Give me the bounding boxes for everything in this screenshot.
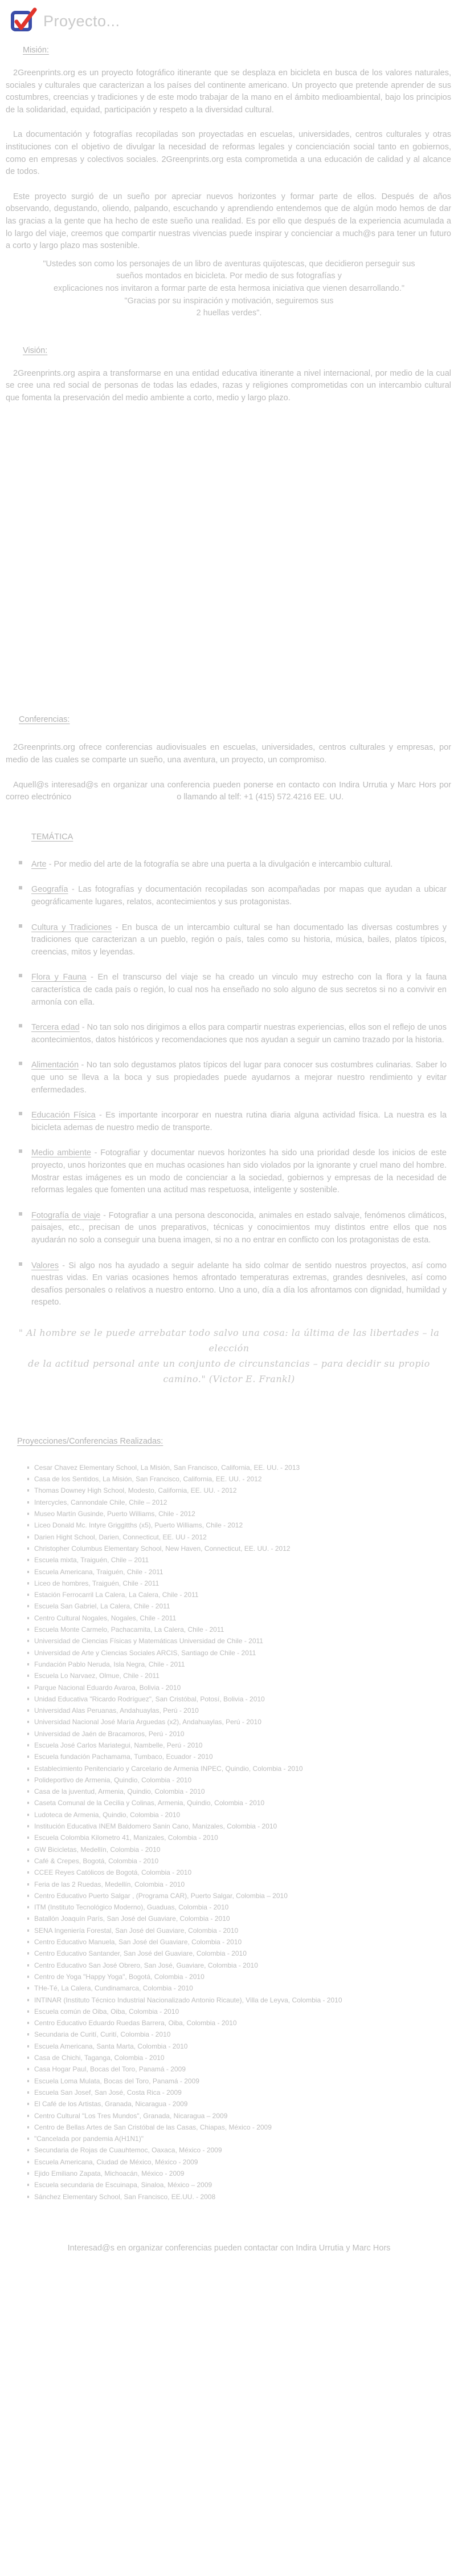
quote-line: explicaciones nos invitaron a formar parte de esta hermosa iniciativa que vienen desarrollando." bbox=[53, 283, 405, 293]
tematica-list bbox=[6, 859, 452, 1309]
dot-bullet-icon bbox=[27, 1987, 29, 1989]
realizadas-item-text: Centro de Yoga "Happy Yoga", Bogotá, Colombia - 2010 bbox=[34, 1972, 205, 1981]
realizadas-item-text: Universidad de Ciencias Físicas y Matemáticas Universidad de Chile - 2011 bbox=[34, 1637, 263, 1645]
realizadas-item bbox=[34, 1554, 452, 1566]
quote-line: 2 huellas verdes". bbox=[196, 308, 262, 318]
dot-bullet-icon bbox=[27, 1489, 29, 1492]
tematica-item bbox=[31, 859, 447, 871]
dot-bullet-icon bbox=[27, 2010, 29, 2013]
realizadas-item-text: THe-Té, La Calera, Cundinamarca, Colombia - 2010 bbox=[34, 1984, 193, 1993]
dot-bullet-icon bbox=[27, 1547, 29, 1550]
realizadas-item-text: Thomas Downey High School, Modesto, California, EE. UU. - 2012 bbox=[34, 1486, 237, 1495]
realizadas-item bbox=[34, 1774, 452, 1786]
realizadas-item-text: INTINAR (Instituto Técnico Industrial Nacionalizado Antonio Ricaute), Villa de Leyva, Colombia - 2010 bbox=[34, 1996, 342, 2004]
dot-bullet-icon bbox=[27, 1929, 29, 1932]
realizadas-item bbox=[34, 1821, 452, 1832]
realizadas-item-text: GW Bicicletas, Medellín, Colombia - 2010 bbox=[34, 1845, 161, 1854]
realizadas-item-text: CCEE Reyes Católicos de Bogotá, Colombia - 2010 bbox=[34, 1868, 192, 1877]
realizadas-item bbox=[34, 2098, 452, 2110]
realizadas-item bbox=[34, 1635, 452, 1647]
realizadas-item-text: Fundación Pablo Neruda, Isla Negra, Chile - 2011 bbox=[34, 1660, 185, 1668]
square-bullet-icon bbox=[19, 1112, 22, 1115]
realizadas-item-text: Sánchez Elementary School, San Francisco, EE.UU. - 2008 bbox=[34, 2192, 216, 2201]
realizadas-item bbox=[34, 1879, 452, 1890]
realizadas-item-text: Ludoteca de Armenia, Quindio, Colombia - 2010 bbox=[34, 1810, 181, 1819]
realizadas-item-text: Centro Educativo Eduardo Ruedas Barrera, Oiba, Colombia - 2010 bbox=[34, 2019, 237, 2028]
tematica-text: - En busca de un intercambio cultural se han documentado las diversas costumbres y tradiciones que caracterizan a un pueblo, región o país, tales como su historia, música, bailes, platos típicos, creencias, mitos y leyendas. bbox=[31, 923, 447, 957]
dot-bullet-icon bbox=[27, 2091, 29, 2094]
realizadas-item bbox=[34, 1612, 452, 1624]
realizadas-item-text: Parque Nacional Eduardo Avaroa, Bolivia - 2010 bbox=[34, 1683, 181, 1692]
realizadas-item-text: El Café de los Artistas, Granada, Nicaragua - 2009 bbox=[34, 2100, 188, 2108]
realizadas-item-text: Centro Educativo Manuela, San José del Guaviare, Colombia - 2010 bbox=[34, 1938, 242, 1947]
realizadas-item bbox=[34, 1462, 452, 1473]
tematica-item bbox=[31, 884, 447, 908]
realizadas-item bbox=[34, 2156, 452, 2168]
realizadas-item-text: Escuela Americana, Santa Marta, Colombia - 2010 bbox=[34, 2042, 188, 2050]
realizadas-item bbox=[34, 1809, 452, 1821]
realizadas-item-text: Escuela secundaria de Escuinapa, Sinaloa, México – 2009 bbox=[34, 2181, 212, 2189]
quote-line: sueños montados en bicicleta. Por medio de sus fotografías y bbox=[116, 271, 342, 281]
dot-bullet-icon bbox=[27, 1952, 29, 1955]
tematica-item bbox=[31, 922, 447, 959]
realizadas-item bbox=[34, 1948, 452, 1959]
realizadas-item-text: Universidad Alas Peruanas, Andahuaylas, Perú - 2010 bbox=[34, 1707, 199, 1715]
footer-contact-note: Interesad@s en organizar conferencias pueden contactar con Indira Urrutia y Marc Hors bbox=[67, 2243, 391, 2253]
tematica-term: Cultura y Tradiciones bbox=[31, 923, 112, 932]
dot-bullet-icon bbox=[27, 1941, 29, 1943]
tematica-item bbox=[31, 1059, 447, 1096]
realizadas-item-text: Museo Martín Gusinde, Puerto Williams, Chile - 2012 bbox=[34, 1510, 195, 1518]
square-bullet-icon bbox=[19, 886, 22, 889]
square-bullet-icon bbox=[19, 1149, 22, 1153]
realizadas-item bbox=[34, 1925, 452, 1936]
tematica-text: - No tan solo nos dirigimos a ellos para compartir nuestras experiencias, ellos son el reflejo de unos acontecimientos, datos históricos y recomendaciones que nos ayudan a seguir un camino trazado por la historia. bbox=[31, 1023, 447, 1045]
tematica-text: - Si algo nos ha ayudado a seguir adelante ha sido colmar de sentido nuestros proyectos, así como nuestras vidas. En varias ocasiones hemos afrontado temperaturas extremas, grandes desniveles, así como desafíos personales o relativos a nuestro entorno. Uno a uno, día a día los afrontamos con dignidad, humildad y respeto. bbox=[31, 1261, 447, 1307]
realizadas-item bbox=[34, 2017, 452, 2029]
dot-bullet-icon bbox=[27, 2184, 29, 2186]
dot-bullet-icon bbox=[27, 1640, 29, 1642]
realizadas-item bbox=[34, 1647, 452, 1659]
dot-bullet-icon bbox=[27, 1524, 29, 1526]
realizadas-item bbox=[34, 1497, 452, 1508]
dot-bullet-icon bbox=[27, 1790, 29, 1793]
dot-bullet-icon bbox=[27, 2080, 29, 2082]
realizadas-item-text: Liceo de hombres, Traiguén, Chile - 2011 bbox=[34, 1579, 160, 1587]
tematica-term: Arte bbox=[31, 859, 47, 869]
realizadas-item bbox=[34, 1543, 452, 1554]
dot-bullet-icon bbox=[27, 1652, 29, 1654]
realizadas-item-text: Darien Hight School, Darien, Connecticut, EE. UU - 2012 bbox=[34, 1533, 207, 1541]
realizadas-item bbox=[34, 1867, 452, 1878]
realizadas-list bbox=[6, 1462, 452, 2203]
dot-bullet-icon bbox=[27, 1559, 29, 1561]
conferencias-paragraph: 2Greenprints.org ofrece conferencias audiovisuales en escuelas, universidades, centros culturales y empresas, por medio de las cuales se comparte un sueño, una aventura, un proyecto, un compromiso. bbox=[6, 743, 451, 765]
realizadas-item-text: Escuela Loma Mulata, Bocas del Toro, Panamá - 2009 bbox=[34, 2077, 199, 2085]
dot-bullet-icon bbox=[27, 1906, 29, 1908]
dot-bullet-icon bbox=[27, 1976, 29, 1978]
tematica-heading: TEMÁTICA bbox=[31, 832, 73, 842]
contact-text-pre: Aquell@s interesad@s en organizar una conferencia pueden ponerse en contacto con Indira Urrutia y Marc Hors por correo electrónico bbox=[6, 780, 451, 802]
realizadas-item-text: Centro Educativo San José Obrero, San José, Guaviare, Colombia - 2010 bbox=[34, 1961, 258, 1969]
dot-bullet-icon bbox=[27, 1582, 29, 1584]
dot-bullet-icon bbox=[27, 2022, 29, 2024]
realizadas-item bbox=[34, 1659, 452, 1670]
realizadas-item-text: Escuela Lo Narvaez, Olmue, Chile - 2011 bbox=[34, 1672, 160, 1680]
tematica-term: Valores bbox=[31, 1261, 59, 1270]
dot-bullet-icon bbox=[27, 2103, 29, 2105]
dot-bullet-icon bbox=[27, 2161, 29, 2163]
realizadas-item-text: Casa Hogar Paul, Bocas del Toro, Panamá - 2009 bbox=[34, 2065, 186, 2074]
tematica-item bbox=[31, 1022, 447, 1046]
tematica-text: - No tan solo degustamos platos típicos del lugar para conocer sus costumbres culinarias. Saber lo que uno se lleva a la boca y sus propiedades puede ayudarnos a mejorar nuestro rendimiento y evitar enfermedades. bbox=[31, 1061, 447, 1095]
testimonial-quote bbox=[6, 258, 452, 320]
realizadas-item bbox=[34, 2168, 452, 2179]
realizadas-item-text: Establecimiento Penitenciario y Carcelario de Armenia INPEC, Quindio, Colombia - 2010 bbox=[34, 1764, 303, 1773]
tematica-text: - Las fotografías y documentación recopiladas son acompañadas por mapas que ayudan a ubicar geográficamente lugares, relatos, acontecimientos y sus protagonistas. bbox=[31, 885, 447, 907]
realizadas-item-text: Casa de los Sentidos, La Misión, San Francisco, California, EE. UU. - 2012 bbox=[34, 1475, 262, 1484]
realizadas-item bbox=[34, 1485, 452, 1496]
paragraph: Este proyecto surgió de un sueño por apreciar nuevos horizontes y formar parte de ellos. Después de años observando, degustando, oliendo, palpando, escuchando y aprendiendo entendemos que de algún modo hemos de dar las gracias a la gente que ha hecho de este sueño una realidad. Es por ello que después de la experiencia acumulada a lo largo del viaje, creemos que compartir nuestras vivencias puede inspirar y concienciar a much@s para tener un futuro a corto y largo plazo mas sostenible. bbox=[6, 192, 451, 251]
realizadas-item bbox=[34, 1705, 452, 1716]
tematica-term: Alimentación bbox=[31, 1061, 79, 1070]
dot-bullet-icon bbox=[27, 1802, 29, 1804]
tematica-item bbox=[31, 1260, 447, 1309]
dot-bullet-icon bbox=[27, 1687, 29, 1689]
paragraph: La documentación y fotografías recopiladas son proyectadas en escuelas, universidades, centros culturales y otras instituciones con el objetivo de divulgar la necesidad de reformas legales y concienciación social tanto en gobiernos, como en empresas y colectivos sociales. 2Greenprints.org esta comprometida a una educación de calidad y al alcance de todos. bbox=[6, 130, 451, 177]
tematica-item bbox=[31, 1210, 447, 1247]
conferencias-heading: Conferencias: bbox=[19, 715, 70, 725]
tematica-item bbox=[31, 972, 447, 1009]
tematica-text: - Fotografiar y documentar nuevos horizontes ha sido una prioridad desde los inicios de este proyecto, unos horizontes que en muchas ocasiones han sido violados por la ignorante y cruel mano del hombre. Mostrar estas imágenes es un modo de concienciar a la sociedad, gobiernos y empresas de la necesidad de reformas legales que fomenten una actitud mas respetuosa, inteligente y sostenible. bbox=[31, 1148, 447, 1195]
realizadas-item-text: Estación Ferrocarril La Calera, La Calera, Chile - 2011 bbox=[34, 1591, 199, 1599]
realizadas-item-text: Cesar Chavez Elementary School, La Misión, San Francisco, California, EE. UU. - 2013 bbox=[34, 1463, 300, 1472]
realizadas-item bbox=[34, 2075, 452, 2087]
realizadas-item-text: Ejido Emiliano Zapata, Michoacán, México - 2009 bbox=[34, 2169, 185, 2177]
realizadas-item bbox=[34, 1519, 452, 1531]
dot-bullet-icon bbox=[27, 1501, 29, 1504]
dot-bullet-icon bbox=[27, 1478, 29, 1480]
empty-image-area bbox=[6, 404, 452, 715]
realizadas-item bbox=[34, 2122, 452, 2133]
realizadas-item bbox=[34, 1589, 452, 1600]
dot-bullet-icon bbox=[27, 1814, 29, 1816]
realizadas-item-text: Casa de la juventud, Armenia, Quindio, Colombia - 2010 bbox=[34, 1787, 205, 1796]
tematica-term: Medio ambiente bbox=[31, 1148, 91, 1158]
dot-bullet-icon bbox=[27, 1999, 29, 2001]
dot-bullet-icon bbox=[27, 2149, 29, 2151]
page-header bbox=[10, 7, 452, 36]
contact-text-post: o llamando al telf: +1 (415) 572.4216 EE. UU. bbox=[177, 793, 344, 802]
dot-bullet-icon bbox=[27, 1675, 29, 1677]
realizadas-item-text: Escuela Colombia Kilometro 41, Manizales, Colombia - 2010 bbox=[34, 1834, 218, 1842]
realizadas-item bbox=[34, 1600, 452, 1612]
realizadas-item bbox=[34, 2191, 452, 2203]
quote-line: "Gracias por su inspiración y motivación, seguiremos sus bbox=[124, 296, 334, 306]
realizadas-item bbox=[34, 2179, 452, 2191]
dot-bullet-icon bbox=[27, 1860, 29, 1862]
realizadas-item-text: Secundaria de Rojas de Cuauhtemoc, Oaxaca, México - 2009 bbox=[34, 2146, 222, 2155]
realizadas-item bbox=[34, 1901, 452, 1913]
tematica-term: Tercera edad bbox=[31, 1023, 80, 1033]
realizadas-item bbox=[34, 2029, 452, 2040]
dot-bullet-icon bbox=[27, 2138, 29, 2140]
realizadas-item bbox=[34, 1670, 452, 1681]
realizadas-item-text: Escuela fundación Pachamama, Tumbaco, Ecuador - 2010 bbox=[34, 1753, 213, 1761]
realizadas-item-text: Christopher Columbus Elementary School, New Haven, Connecticut, EE. UU. - 2012 bbox=[34, 1544, 291, 1553]
realizadas-item-text: Centro Cultural Nogales, Nogales, Chile - 2011 bbox=[34, 1614, 177, 1622]
realizadas-item bbox=[34, 1716, 452, 1728]
frankl-quote bbox=[6, 1325, 452, 1387]
tematica-text: - En el transcurso del viaje se ha creado un vinculo muy estrecho con la flora y la fauna característica de cada país o región, lo cual nos ha enseñado no solo alguno de sus secretos si no a convivir en armonía con ella. bbox=[31, 973, 447, 1007]
vision-heading: Visión: bbox=[23, 346, 48, 355]
checkbox-icon bbox=[10, 7, 38, 33]
realizadas-item bbox=[34, 1473, 452, 1485]
realizadas-item-text: Caseta Comunal de la Cecilia y Colinas, Armenia, Quindio, Colombia - 2010 bbox=[34, 1799, 265, 1807]
dot-bullet-icon bbox=[27, 1756, 29, 1758]
realizadas-item-text: Escuela Monte Carmelo, Pachacamita, La Calera, Chile - 2011 bbox=[34, 1626, 224, 1634]
realizadas-heading: Proyecciones/Conferencias Realizadas: bbox=[17, 1436, 163, 1446]
realizadas-item bbox=[34, 1832, 452, 1843]
realizadas-item-text: Universidad de Jaén de Bracamoros, Perú - 2010 bbox=[34, 1729, 185, 1738]
realizadas-item-text: Escuela Americana, Traiguén, Chile - 2011 bbox=[34, 1567, 163, 1576]
frankl-quote-line: de la actitud personal ante un conjunto de circunstancias – para decidir su propio bbox=[28, 1358, 430, 1369]
realizadas-item-text: Secundaria de Curití, Curití, Colombia - 2010 bbox=[34, 2030, 171, 2039]
realizadas-item bbox=[34, 1971, 452, 1982]
tematica-term: Geografía bbox=[31, 885, 68, 895]
dot-bullet-icon bbox=[27, 1768, 29, 1770]
realizadas-item-text: Universidad de Arte y Ciencias Sociales ARCIS, Santiago de Chile - 2011 bbox=[34, 1648, 256, 1657]
tematica-item bbox=[31, 1110, 447, 1134]
realizadas-item-text: Escuela común de Oiba, Oiba, Colombia - 2010 bbox=[34, 2007, 179, 2016]
frankl-quote-line: camino." (Victor E. Frankl) bbox=[163, 1373, 295, 1384]
realizadas-item bbox=[34, 2041, 452, 2052]
realizadas-item-text: Casa de Chichi, Taganga, Colombia - 2010 bbox=[34, 2054, 165, 2062]
page-title: Proyecto... bbox=[43, 13, 120, 30]
realizadas-item bbox=[34, 1786, 452, 1797]
realizadas-item-text: Unidad Educativa "Ricardo Rodríguez", San Cristóbal, Potosí, Bolivia - 2010 bbox=[34, 1695, 265, 1703]
realizadas-item bbox=[34, 1578, 452, 1589]
dot-bullet-icon bbox=[27, 2033, 29, 2035]
tematica-text: - Por medio del arte de la fotografía se abre una puerta a la divulgación e intercambio cultural. bbox=[48, 859, 393, 869]
realizadas-item-text: Intercycles, Cannondale Chile, Chile – 2012 bbox=[34, 1498, 167, 1506]
square-bullet-icon bbox=[19, 1212, 22, 1216]
realizadas-item-text: Escuela San Josef, San José, Costa Rica - 2009 bbox=[34, 2088, 182, 2096]
tematica-term: Fotografía de viaje bbox=[31, 1210, 101, 1220]
realizadas-item-text: Centro Educativo Santander, San José del Guaviare, Colombia - 2010 bbox=[34, 1949, 247, 1958]
realizadas-item bbox=[34, 2144, 452, 2156]
realizadas-item-text: Escuela Americana, Ciudad de México, México - 2009 bbox=[34, 2157, 198, 2166]
realizadas-item bbox=[34, 1913, 452, 1924]
realizadas-item-text: Polideportivo de Armenia, Quindio, Colombia - 2010 bbox=[34, 1775, 192, 1784]
dot-bullet-icon bbox=[27, 2045, 29, 2047]
realizadas-item-text: Institución Educativa INEM Baldomero Sanin Cano, Manizales, Colombia - 2010 bbox=[34, 1822, 277, 1831]
dot-bullet-icon bbox=[27, 1779, 29, 1781]
dot-bullet-icon bbox=[27, 1917, 29, 1920]
realizadas-item-text: Escuela mixta, Traiguén, Chile – 2011 bbox=[34, 1556, 149, 1565]
realizadas-item bbox=[34, 1844, 452, 1855]
dot-bullet-icon bbox=[27, 1895, 29, 1897]
realizadas-item bbox=[34, 1508, 452, 1519]
square-bullet-icon bbox=[19, 1024, 22, 1027]
tematica-item bbox=[31, 1147, 447, 1196]
dot-bullet-icon bbox=[27, 1536, 29, 1538]
realizadas-item-text: Café & Crepes, Bogotá, Colombia - 2010 bbox=[34, 1856, 159, 1865]
realizadas-item bbox=[34, 2006, 452, 2017]
realizadas-item bbox=[34, 1960, 452, 1971]
square-bullet-icon bbox=[19, 1062, 22, 1065]
dot-bullet-icon bbox=[27, 1663, 29, 1665]
realizadas-item-text: Liceo Donald Mc. Intyre Griggitths (x5), Puerto Williams, Chile - 2012 bbox=[34, 1521, 243, 1530]
mision-paragraphs bbox=[6, 67, 452, 253]
realizadas-item bbox=[34, 2052, 452, 2063]
realizadas-item bbox=[34, 1936, 452, 1948]
realizadas-item-text: Escuela San Gabriel, La Calera, Chile - 2011 bbox=[34, 1602, 170, 1611]
realizadas-item-text: "Cancelada por pandemia A(H1N1)" bbox=[34, 2135, 144, 2143]
realizadas-item-text: Centro Cultural "Los Tres Mundos", Granada, Nicaragua – 2009 bbox=[34, 2111, 228, 2120]
realizadas-item bbox=[34, 1624, 452, 1635]
quote-line: "Ustedes son como los personajes de un libro de aventuras quijotescas, que decidieron perseguir sus bbox=[43, 259, 415, 269]
dot-bullet-icon bbox=[27, 1871, 29, 1874]
realizadas-item bbox=[34, 1855, 452, 1867]
realizadas-item bbox=[34, 1566, 452, 1578]
realizadas-item bbox=[34, 1740, 452, 1751]
dot-bullet-icon bbox=[27, 1628, 29, 1631]
paragraph: 2Greenprints.org es un proyecto fotográfico itinerante que se desplaza en bicicleta en busca de los valores naturales, sociales y culturales que caracterizan a los países del continente americano. Un proyecto que pretende aprender de sus costumbres, creencias y tradiciones y de este modo trabajar de la mano en el ámbito medioambiental, bajo los principios de la solidaridad, equidad, participación y respeto a la diversidad cultural. bbox=[6, 68, 451, 115]
realizadas-item bbox=[34, 1982, 452, 1994]
dot-bullet-icon bbox=[27, 2126, 29, 2128]
mision-heading: Misión: bbox=[23, 46, 49, 55]
realizadas-item bbox=[34, 1693, 452, 1705]
realizadas-item-text: SENA Ingeniería Forestal, San José del Guaviare, Colombia - 2010 bbox=[34, 1926, 239, 1935]
dot-bullet-icon bbox=[27, 2057, 29, 2059]
dot-bullet-icon bbox=[27, 1617, 29, 1619]
square-bullet-icon bbox=[19, 861, 22, 864]
realizadas-item bbox=[34, 1682, 452, 1693]
realizadas-item bbox=[34, 1994, 452, 2006]
realizadas-item bbox=[34, 2063, 452, 2075]
realizadas-item bbox=[34, 2110, 452, 2122]
tematica-term: Educación Física bbox=[31, 1111, 96, 1120]
dot-bullet-icon bbox=[27, 1848, 29, 1851]
dot-bullet-icon bbox=[27, 1594, 29, 1596]
realizadas-item bbox=[34, 2087, 452, 2098]
dot-bullet-icon bbox=[27, 1836, 29, 1839]
dot-bullet-icon bbox=[27, 1744, 29, 1746]
tematica-text: - Fotografiar a una persona desconocida, animales en estado salvaje, fenómenos climáticos, paisajes, etc., precisan de unos preparativos, técnicas y conocimientos muy distintos entre ellos que nos ayudarán no solo a conseguir una buena imagen, si no a no entrar en conflicto con los protagonistas de esta. bbox=[31, 1210, 447, 1245]
dot-bullet-icon bbox=[27, 1698, 29, 1700]
realizadas-item-text: Universidad Nacional José María Arguedas (x2), Andahuaylas, Perú - 2010 bbox=[34, 1718, 261, 1726]
realizadas-item bbox=[34, 1763, 452, 1774]
realizadas-item-text: Batallón Joaquín París, San José del Guaviare, Colombia - 2010 bbox=[34, 1915, 230, 1923]
dot-bullet-icon bbox=[27, 1605, 29, 1607]
dot-bullet-icon bbox=[27, 1733, 29, 1735]
frankl-quote-line: " Al hombre se le puede arrebatar todo salvo una cosa: la última de las libertades – la elección bbox=[18, 1327, 440, 1354]
dot-bullet-icon bbox=[27, 1964, 29, 1966]
realizadas-item-text: Escuela José Carlos Mariategui, Nambelle, Perú - 2010 bbox=[34, 1741, 203, 1749]
square-bullet-icon bbox=[19, 924, 22, 928]
realizadas-item bbox=[34, 2133, 452, 2144]
realizadas-item-text: Feria de las 2 Ruedas, Medellín, Colombia - 2010 bbox=[34, 1880, 185, 1888]
contact-paragraph bbox=[6, 779, 451, 804]
realizadas-item bbox=[34, 1797, 452, 1809]
dot-bullet-icon bbox=[27, 2196, 29, 2198]
realizadas-item bbox=[34, 1728, 452, 1740]
realizadas-item bbox=[34, 1890, 452, 1901]
tematica-text: - Es importante incorporar en nuestra rutina diaria alguna actividad física. La nuestra es la bicicleta ademas de nuestro medio de transporte. bbox=[31, 1111, 447, 1132]
realizadas-item-text: Centro de Bellas Artes de San Cristóbal de las Casas, Chiapas, México - 2009 bbox=[34, 2123, 272, 2131]
square-bullet-icon bbox=[19, 1262, 22, 1266]
dot-bullet-icon bbox=[27, 1466, 29, 1469]
realizadas-item-text: ITM (Instituto Tecnológico Moderno), Guaduas, Colombia - 2010 bbox=[34, 1903, 229, 1912]
dot-bullet-icon bbox=[27, 1883, 29, 1886]
square-bullet-icon bbox=[19, 974, 22, 977]
realizadas-item-text: Centro Educativo Puerto Salgar , (Programa CAR), Puerto Salgar, Colombia – 2010 bbox=[34, 1891, 288, 1900]
dot-bullet-icon bbox=[27, 1721, 29, 1723]
realizadas-item bbox=[34, 1531, 452, 1543]
vision-paragraph: 2Greenprints.org aspira a transformarse en una entidad educativa itinerante a nivel internacional, por medio de la cual se cree una red social de personas de todas las edades, razas y religiones comprometidas con un intercambio cultural que fomenta la preservación del medio ambiente a corto, medio y largo plazo. bbox=[6, 368, 451, 403]
dot-bullet-icon bbox=[27, 2172, 29, 2175]
dot-bullet-icon bbox=[27, 1825, 29, 1827]
dot-bullet-icon bbox=[27, 1571, 29, 1573]
dot-bullet-icon bbox=[27, 2115, 29, 2117]
tematica-term: Flora y Fauna bbox=[31, 973, 87, 982]
dot-bullet-icon bbox=[27, 1709, 29, 1712]
realizadas-item bbox=[34, 1751, 452, 1762]
dot-bullet-icon bbox=[27, 2068, 29, 2070]
dot-bullet-icon bbox=[27, 1513, 29, 1515]
